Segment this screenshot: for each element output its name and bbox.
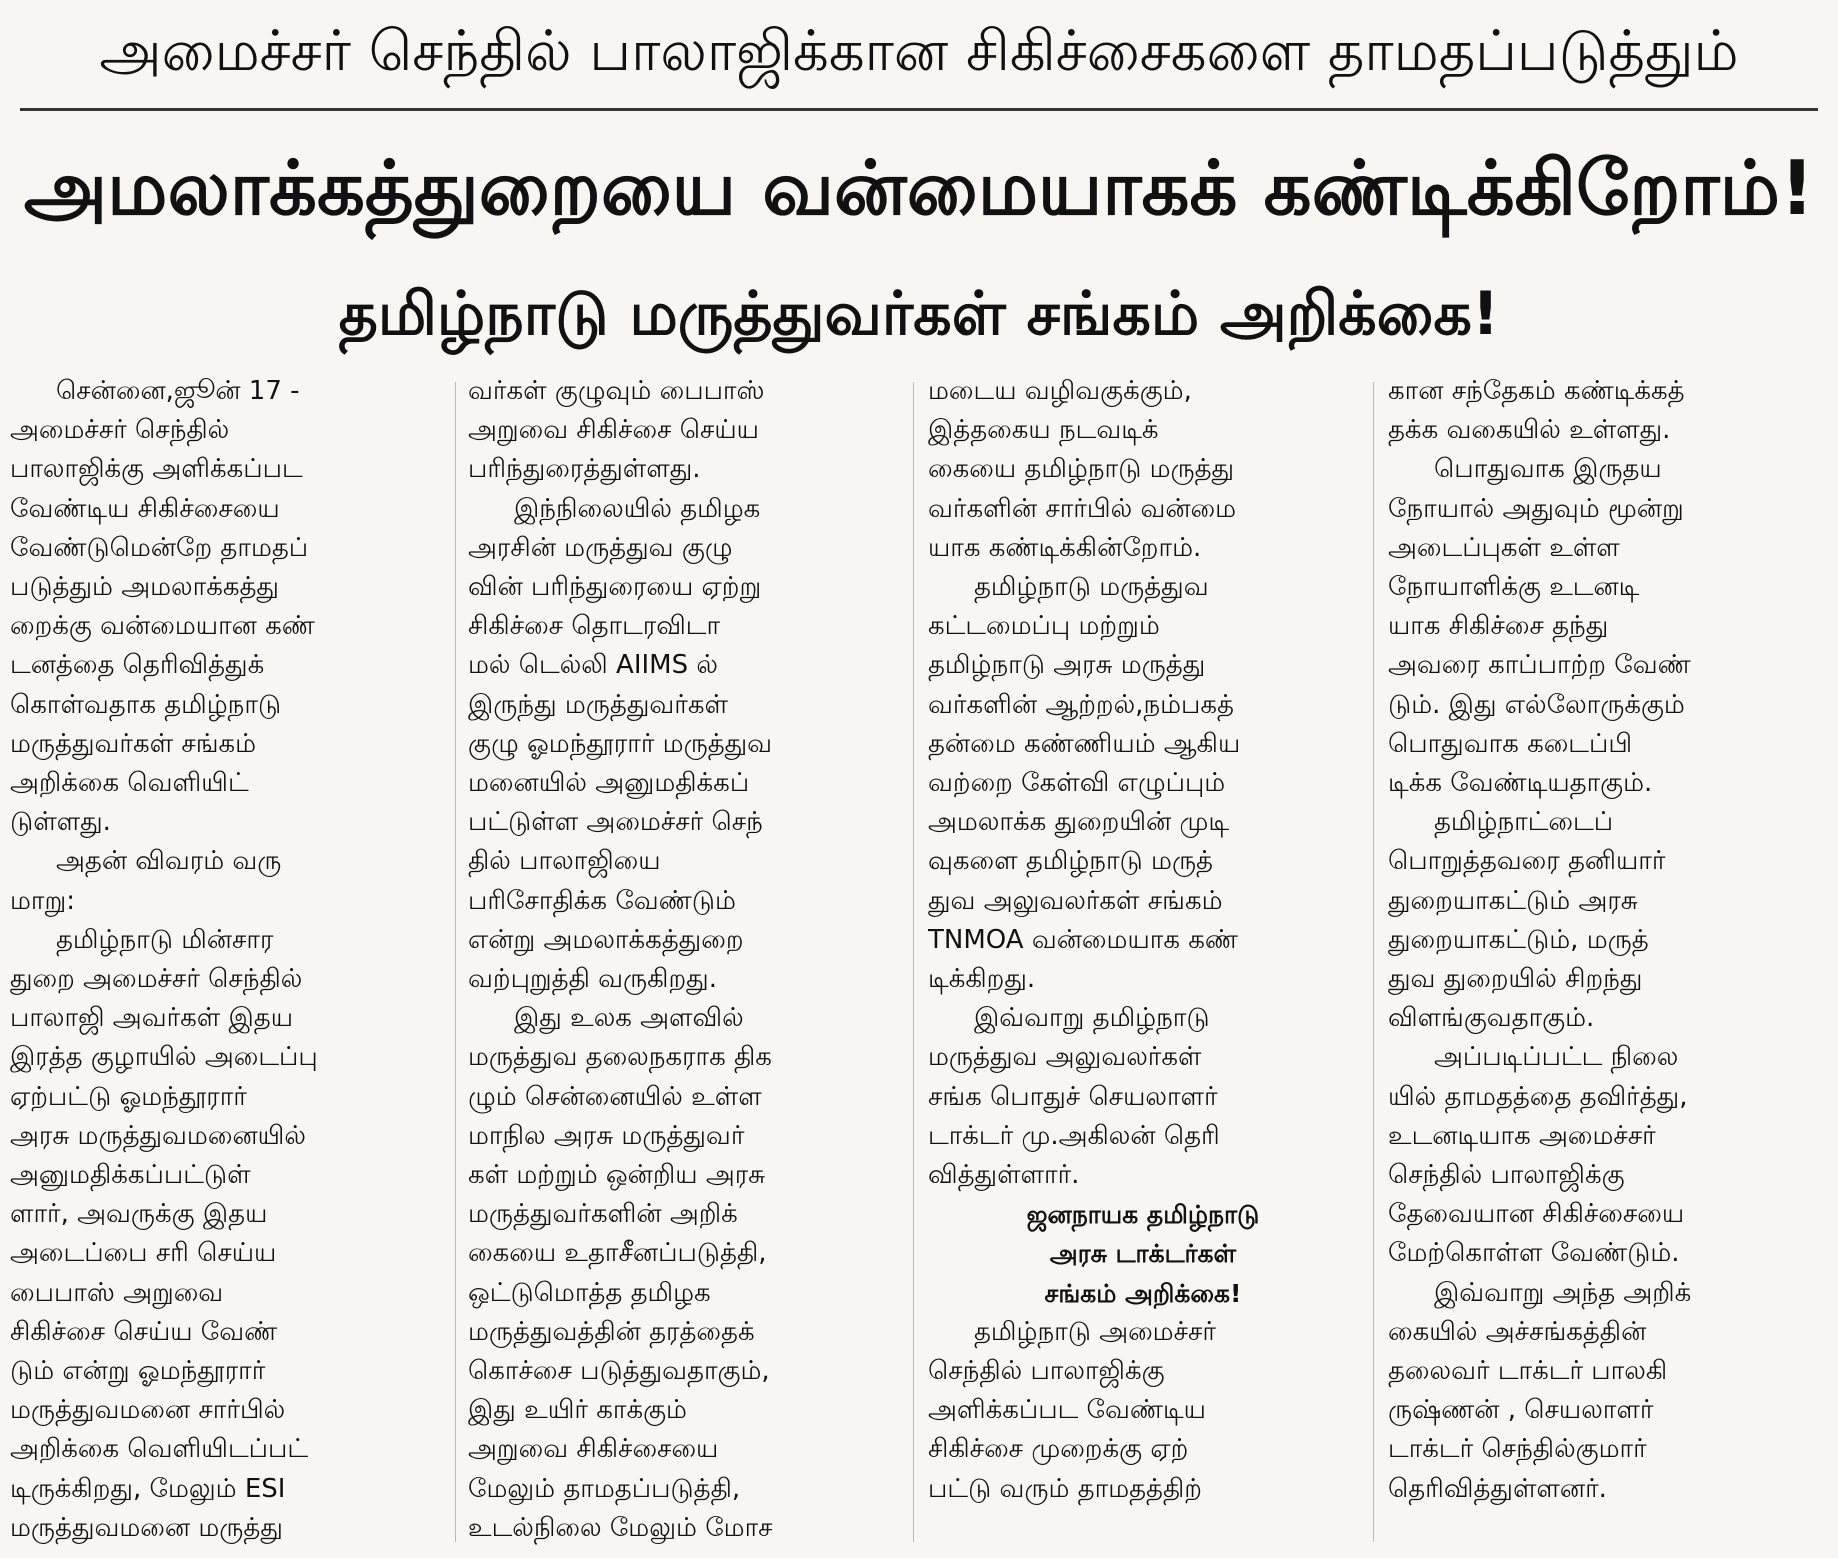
article-line: தில் பாலாஜியை	[468, 846, 661, 877]
article-line: யாக சிகிச்சை தந்து	[1388, 611, 1609, 642]
article-line: பரிசோதிக்க வேண்டும்	[468, 885, 736, 916]
article-line: குழு ஓமந்தூரார் மருத்துவ	[468, 728, 773, 759]
article-line: இந்நிலையில் தமிழக	[514, 493, 761, 524]
article-line: தன்மை கண்ணியம் ஆகிய	[928, 728, 1241, 759]
article-line: டிக்கிறது.	[928, 964, 1036, 995]
article-line: அப்படிப்பட்ட நிலை	[1434, 1042, 1679, 1073]
article-line: மாநில அரசு மருத்துவர்	[468, 1120, 745, 1151]
article-line: டுள்ளது.	[10, 807, 111, 838]
article-line: கட்டமைப்பு மற்றும்	[928, 611, 1160, 642]
article-line: நோயால் அதுவும் மூன்று	[1388, 493, 1684, 524]
column-divider	[913, 382, 914, 1542]
article-line: துவ அலுவலர்கள் சங்கம்	[928, 885, 1223, 916]
box-title-line: சங்கம் அறிக்கை!	[1044, 1278, 1242, 1308]
article-line: துறை அமைச்சர் செந்தில்	[10, 964, 303, 995]
article-line: டிருக்கிறது, மேலும் ESI	[10, 1473, 286, 1504]
article-line: பொதுவாக இருதய	[1434, 454, 1662, 485]
article-line: ருஷ்ணன் , செயலாளர்	[1388, 1395, 1654, 1426]
article-line: அடைப்புகள் உள்ள	[1388, 532, 1620, 563]
article-column-4	[1388, 372, 1818, 1552]
article-line: மருத்துவமனை மருத்து	[10, 1512, 283, 1543]
article-line: இது உயிர் காக்கும்	[468, 1395, 687, 1426]
article-line: மருத்துவத்தின் தரத்தைக்	[468, 1316, 755, 1347]
article-line: மருத்துவ தலைநகராக திக	[468, 1042, 772, 1073]
article-line: வேண்டுமென்றே தாமதப்	[10, 532, 309, 563]
article-line: சங்க பொதுச் செயலாளர்	[928, 1081, 1218, 1112]
article-line: அவரை காப்பாற்ற வேண்	[1388, 650, 1691, 681]
article-line: பாலாஜி அவர்கள் இதய	[10, 1003, 294, 1034]
article-line: யாக கண்டிக்கின்றோம்.	[928, 532, 1202, 563]
article-line: டும் என்று ஓமந்தூரார்	[10, 1356, 266, 1387]
article-line: அதன் விவரம் வரு	[56, 846, 282, 877]
article-line: வர்களின் ஆற்றல்,நம்பகத்	[928, 689, 1234, 720]
article-line: பரிந்துரைத்துள்ளது.	[468, 454, 701, 485]
article-line: TNMOA வன்மையாக கண்	[928, 924, 1238, 955]
article-line: யில் தாமதத்தை தவிர்த்து,	[1388, 1081, 1688, 1112]
article-line: தமிழ்நாடு மருத்துவ	[974, 572, 1209, 603]
article-line: இது உலக அளவில்	[514, 1003, 744, 1034]
article-line: கான சந்தேகம் கண்டிக்கத்	[1388, 376, 1685, 406]
article-line: அமலாக்க துறையின் முடி	[928, 807, 1230, 838]
article-line: ளார், அவருக்கு இதய	[10, 1199, 268, 1230]
sub-headline: தமிழ்நாடு மருத்துவர்கள் சங்கம் அறிக்கை!	[338, 279, 1500, 349]
article-line: றைக்கு வன்மையான கண்	[10, 611, 315, 642]
article-line: வர்களின் சார்பில் வன்மை	[928, 493, 1237, 524]
article-line: தக்க வகையில் உள்ளது.	[1388, 415, 1671, 446]
article-body	[10, 372, 1830, 1552]
article-line: ஒட்டுமொத்த தமிழக	[468, 1277, 711, 1308]
article-line: இவ்வாறு தமிழ்நாடு	[974, 1003, 1210, 1034]
article-line: நோயாளிக்கு உடனடி	[1388, 572, 1640, 603]
article-line: உடல்நிலை மேலும் மோச	[468, 1512, 773, 1543]
article-line: தேவையான சிகிச்சையை	[1388, 1199, 1685, 1230]
box-title-line: ஜனநாயக தமிழ்நாடு	[1026, 1200, 1260, 1230]
article-line: மேற்கொள்ள வேண்டும்.	[1388, 1238, 1680, 1269]
article-line: டும். இது எல்லோருக்கும்	[1388, 689, 1685, 720]
article-line: துறையாகட்டும், மருத்	[1388, 924, 1649, 955]
article-line: கையில் அச்சங்கத்தின்	[1388, 1316, 1647, 1347]
article-line: என்று அமலாக்கத்துறை	[468, 924, 744, 955]
column-divider	[1373, 382, 1374, 1542]
article-line: விளங்குவதாகும்.	[1388, 1003, 1595, 1034]
article-line: அறுவை சிகிச்சையை	[468, 1434, 719, 1465]
article-column-2	[468, 372, 898, 1552]
article-line: பைபாஸ் அறுவை	[10, 1277, 224, 1308]
article-line: மருத்துவ அலுவலர்கள்	[928, 1042, 1202, 1073]
article-line: வித்துள்ளார்.	[928, 1160, 1080, 1191]
article-line: இருந்து மருத்துவர்கள்	[468, 689, 728, 720]
article-line: செந்தில் பாலாஜிக்கு	[928, 1356, 1165, 1387]
article-line: வற்றை கேள்வி எழுப்பும்	[928, 768, 1226, 799]
article-line: மல் டெல்லி AIIMS ல்	[468, 650, 718, 681]
article-line: பொறுத்தவரை தனியார்	[1388, 846, 1666, 877]
article-line: பொதுவாக கடைப்பி	[1388, 728, 1633, 759]
article-line: அளிக்கப்பட வேண்டிய	[928, 1395, 1206, 1426]
article-line: அமைச்சர் செந்தில்	[10, 415, 230, 446]
article-line: செந்தில் பாலாஜிக்கு	[1388, 1160, 1625, 1191]
article-line: தமிழ்நாடு அரசு மருத்து	[928, 650, 1206, 681]
article-line: டிக்க வேண்டியதாகும்.	[1388, 768, 1653, 799]
article-line: அரசின் மருத்துவ குழு	[468, 532, 733, 563]
article-line: தமிழ்நாடு மின்சார	[56, 924, 274, 955]
column-divider	[455, 382, 456, 1542]
article-line: தெரிவித்துள்ளனர்.	[1388, 1473, 1607, 1504]
article-line: உடனடியாக அமைச்சர்	[1388, 1120, 1656, 1151]
article-line: மருத்துவமனை சார்பில்	[10, 1395, 286, 1426]
article-line: டாக்டர் செந்தில்குமார்	[1388, 1434, 1647, 1465]
article-line: துவ துறையில் சிறந்து	[1388, 964, 1643, 995]
article-line: தமிழ்நாட்டைப்	[1434, 807, 1614, 838]
article-line: மேலும் தாமதப்படுத்தி,	[468, 1473, 741, 1504]
article-line: கொச்சை படுத்துவதாகும்,	[468, 1356, 770, 1387]
article-line: கொள்வதாக தமிழ்நாடு	[10, 689, 282, 720]
article-line: கையை உதாசீனப்படுத்தி,	[468, 1238, 767, 1269]
article-line: சிகிச்சை தொடரவிடா	[468, 611, 721, 642]
article-line: பாலாஜிக்கு அளிக்கப்பட	[10, 454, 303, 485]
headline-rule	[20, 108, 1818, 111]
article-line: சென்னை,ஜூன் 17 -	[56, 376, 300, 406]
article-line: டனத்தை தெரிவித்துக்	[10, 650, 265, 681]
article-line: அறிக்கை வெளியிட்	[10, 768, 249, 799]
article-line: சிகிச்சை செய்ய வேண்	[10, 1316, 278, 1347]
article-line: ழும் சென்னையில் உள்ள	[468, 1081, 762, 1112]
article-line: அனுமதிக்கப்பட்டுள்	[10, 1160, 251, 1191]
article-line: வர்கள் குழுவும் பைபாஸ்	[468, 376, 765, 406]
article-line: மருத்துவர்கள் சங்கம்	[10, 728, 257, 759]
article-line: தலைவர் டாக்டர் பாலகி	[1388, 1356, 1668, 1387]
article-line: தமிழ்நாடு அமைச்சர்	[974, 1316, 1216, 1347]
article-line: அடைப்பை சரி செய்ய	[10, 1238, 277, 1269]
article-line: இவ்வாறு அந்த அறிக்	[1434, 1277, 1692, 1308]
article-line: கையை தமிழ்நாடு மருத்து	[928, 454, 1235, 485]
article-line: துறையாகட்டும் அரசு	[1388, 885, 1638, 916]
article-line: மடைய வழிவகுக்கும்,	[928, 376, 1192, 406]
article-column-3	[928, 372, 1358, 1552]
article-line: வேண்டிய சிகிச்சையை	[10, 493, 280, 524]
article-line: பட்டு வரும் தாமதத்திற்	[928, 1473, 1202, 1504]
article-line: மனையில் அனுமதிக்கப்	[468, 768, 750, 799]
article-line: படுத்தும் அமலாக்கத்து	[10, 572, 279, 603]
article-line: மருத்துவர்களின் அறிக்	[468, 1199, 738, 1230]
article-line: அறுவை சிகிச்சை செய்ய	[468, 415, 759, 446]
article-line: சிகிச்சை முறைக்கு ஏற்	[928, 1434, 1189, 1465]
article-line: டாக்டர் மு.அகிலன் தெரி	[928, 1120, 1220, 1151]
article-line: கள் மற்றும் ஒன்றிய அரசு	[468, 1160, 766, 1191]
article-line: இத்தகைய நடவடிக்	[928, 415, 1159, 446]
box-title-line: அரசு டாக்டர்கள்	[1049, 1239, 1237, 1269]
article-line: வற்புறுத்தி வருகிறது.	[468, 964, 717, 995]
article-line: இரத்த குழாயில் அடைப்பு	[10, 1042, 318, 1073]
article-line: பட்டுள்ள அமைச்சர் செந்	[468, 807, 763, 838]
article-line: மாறு:	[10, 885, 75, 916]
article-line: அறிக்கை வெளியிடப்பட்	[10, 1434, 309, 1465]
article-column-1	[10, 372, 440, 1552]
top-headline: அமைச்சர் செந்தில் பாலாஜிக்கான சிகிச்சைகளை தாமதப்படுத்தும்	[99, 19, 1739, 84]
main-headline: அமலாக்கத்துறையை வன்மையாகக் கண்டிக்கிறோம்!	[23, 144, 1815, 232]
article-line: அரசு மருத்துவமனையில்	[10, 1120, 306, 1151]
article-line: வுகளை தமிழ்நாடு மருத்	[928, 846, 1213, 877]
article-line: ஏற்பட்டு ஓமந்தூரார்	[10, 1081, 247, 1112]
article-line: வின் பரிந்துரையை ஏற்று	[468, 572, 762, 603]
